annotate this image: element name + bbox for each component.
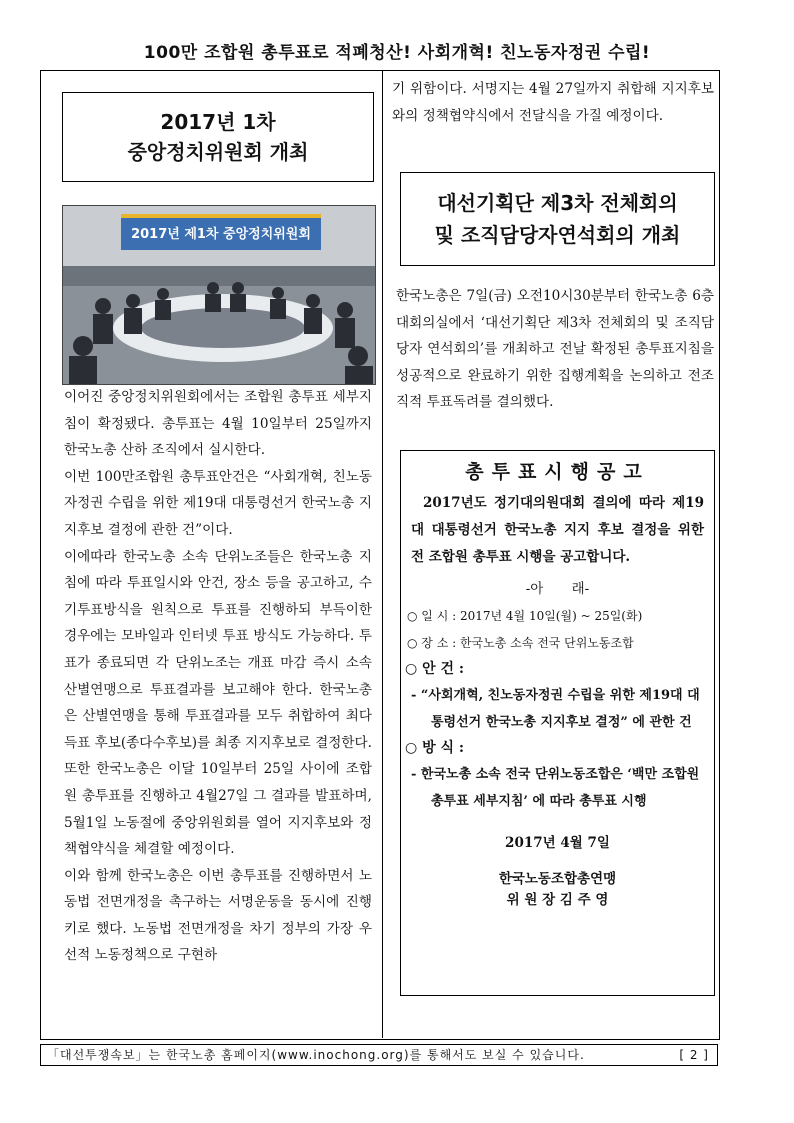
notice-method-item: - 한국노총 소속 전국 단위노동조합은 ‘백만 조합원 총투표 세부지침’ 에 따라 총투표 시행 xyxy=(411,767,700,809)
notice-intro: 2017년도 정기대의원대회 결의에 따라 제19대 대통령선거 한국노총 지지 후보 결정을 위한 전 조합원 총투표 시행을 공고합니다. xyxy=(411,495,704,565)
article1-paragraph: 또한 한국노총은 이달 10일부터 25일 사이에 조합원 총투표를 진행하고 4월27일 그 결과를 발표하며, 5월1일 노동절에 중앙위원회를 열어 지지후보와 정책협약식을 체결할 예정이다. xyxy=(64,761,372,858)
article1-paragraph: 이번 100만조합원 총투표안건은 “사회개혁, 친노동자정권 수립을 위한 제19대 대통령선거 한국노총 지지후보 결정에 관한 건”이다. xyxy=(64,468,372,538)
photo-banner-text: 2017년 제1차 중앙정치위원회 xyxy=(131,227,311,242)
notice-agenda-head: ○ 안 건 : xyxy=(405,661,465,677)
notice-place-line: ○ 장 소 : 한국노총 소속 전국 단위노동조합 xyxy=(407,636,634,650)
article1-paragraph: 이에따라 한국노총 소속 단위노조들은 한국노총 지침에 따라 투표일시와 안건, 장소 등을 공고하고, 수기투표방식을 원칙으로 투표를 진행하되 부득이한 경우에는 모바일과 인터넷 투표 방식도 가능하다. 투표가 종료되면 각 단위노조는 개표 마감 즉시 소속 산별연맹으로 투표결과를 보고해야 한다. 한국노총은 산별연맹을 통해 투표결과를 모두 취합하여 최다 득표 후보(종다수후보)를 최종 지지후보로 결정한다. xyxy=(64,548,372,751)
notice-org xyxy=(401,869,714,911)
notice-date-line: ○ 일 시 : 2017년 4월 10일(월) ~ 25일(화) xyxy=(407,609,643,623)
top-slogan: 100만 조합원 총투표로 적폐청산! 사회개혁! 친노동자정권 수립! xyxy=(143,43,651,63)
notice-title: 총투표시행공고 xyxy=(465,461,650,483)
article1-paragraph: 이와 함께 한국노총은 이번 총투표를 진행하면서 노동법 전면개정을 촉구하는 서명운동을 동시에 진행키로 했다. 노동법 전면개정을 차기 정부의 가장 우선적 노동정책으로 구현하 xyxy=(64,867,373,964)
article1-continued-text: 기 위함이다. 서명지는 4월 27일까지 취합해 지지후보와의 정책협약식에서 전달식을 가질 예정이다. xyxy=(392,81,714,124)
notice-ah: -아 래- xyxy=(525,581,590,597)
article1-title-box xyxy=(62,92,374,182)
notice-date: 2017년 4월 7일 xyxy=(505,835,610,851)
article2-body xyxy=(396,283,714,416)
vote-notice-box xyxy=(400,450,715,996)
meeting-photo xyxy=(62,205,376,385)
notice-agenda-item: - “사회개혁, 친노동자정권 수립을 위한 제19대 대통령선거 한국노총 지지후보 결정” 에 관한 건 xyxy=(411,688,700,730)
article1-title-line2: 중앙정치위원회 개최 xyxy=(127,140,309,164)
article1-paragraph: 이어진 중앙정치위원회에서는 조합원 총투표 세부지침이 확정됐다. 총투표는 4월 10일부터 25일까지 한국노총 산하 조직에서 실시한다. xyxy=(64,389,372,459)
notice-method-head: ○ 방 식 : xyxy=(405,740,465,756)
notice-org-name: 한국노동조합총연맹 xyxy=(498,871,617,887)
article2-title-line2: 및 조직담당자연석회의 개최 xyxy=(434,223,681,247)
article2-title-box xyxy=(400,172,715,266)
article1-continued xyxy=(392,76,714,129)
column-divider xyxy=(382,70,383,1038)
article2-paragraph: 한국노총은 7일(금) 오전10시30분부터 한국노총 6층 대회의실에서 ‘대선기획단 제3차 전체회의 및 조직담당자 연석회의’를 개최하고 전날 확정된 총투표지침을 성공적으로 완료하기 위한 집행계획을 논의하고 전조직적 투표독려를 결의했다. xyxy=(396,288,714,411)
article1-title-line1: 2017년 1차 xyxy=(160,110,276,134)
footer-text: 「대선투쟁속보」는 한국노총 홈페이지(www.inochong.org)를 통해서도 보실 수 있습니다. xyxy=(47,1048,585,1062)
meeting-photo-illustration xyxy=(63,206,375,384)
article2-title-line1: 대선기획단 제3차 전체회의 xyxy=(437,191,678,215)
notice-signer: 위 원 장 김 주 영 xyxy=(506,892,609,908)
footer-bar xyxy=(40,1044,718,1066)
article1-body xyxy=(64,384,372,969)
page-number: [ 2 ] xyxy=(679,1048,709,1062)
